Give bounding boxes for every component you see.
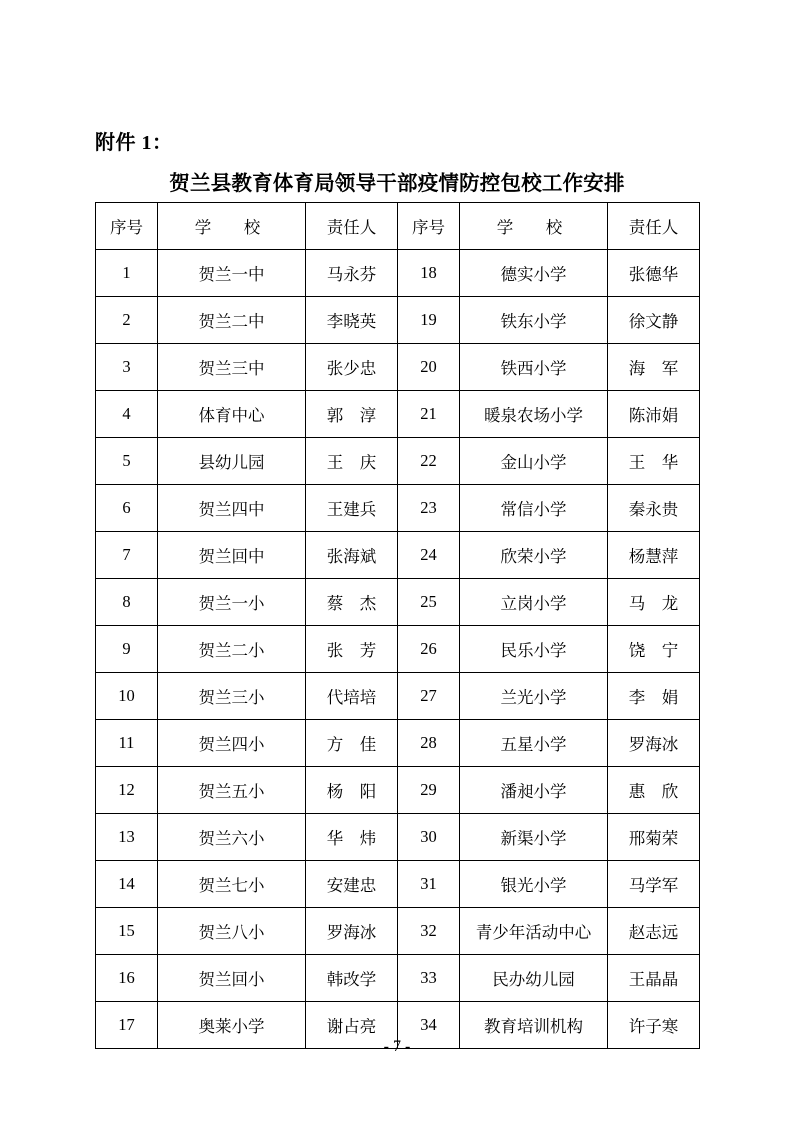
cell-person-left: 韩改学 [306, 955, 398, 1002]
cell-seq-left: 15 [96, 908, 158, 955]
cell-school-left: 贺兰七小 [158, 861, 306, 908]
cell-seq-left: 13 [96, 814, 158, 861]
cell-person-right: 海 军 [608, 344, 700, 391]
header-seq-right: 序号 [398, 203, 460, 250]
cell-school-right: 立岗小学 [460, 579, 608, 626]
header-seq-left: 序号 [96, 203, 158, 250]
table-row [96, 626, 700, 673]
cell-school-right: 新渠小学 [460, 814, 608, 861]
cell-person-right: 张德华 [608, 250, 700, 297]
table-row [96, 673, 700, 720]
cell-seq-left: 6 [96, 485, 158, 532]
table-row [96, 767, 700, 814]
cell-seq-right: 28 [398, 720, 460, 767]
cell-person-right: 马 龙 [608, 579, 700, 626]
table-header-row [96, 203, 700, 250]
table-header [96, 203, 700, 250]
cell-seq-right: 31 [398, 861, 460, 908]
cell-seq-right: 22 [398, 438, 460, 485]
cell-school-left: 奥莱小学 [158, 1002, 306, 1049]
cell-school-right: 潘昶小学 [460, 767, 608, 814]
cell-school-right: 民乐小学 [460, 626, 608, 673]
cell-person-left: 张海斌 [306, 532, 398, 579]
cell-person-left: 杨 阳 [306, 767, 398, 814]
cell-seq-left: 1 [96, 250, 158, 297]
cell-school-left: 贺兰二中 [158, 297, 306, 344]
cell-seq-right: 30 [398, 814, 460, 861]
cell-person-right: 李 娟 [608, 673, 700, 720]
cell-person-left: 蔡 杰 [306, 579, 398, 626]
cell-seq-left: 7 [96, 532, 158, 579]
cell-seq-left: 11 [96, 720, 158, 767]
header-person-left: 责任人 [306, 203, 398, 250]
cell-person-right: 秦永贵 [608, 485, 700, 532]
cell-person-right: 陈沛娟 [608, 391, 700, 438]
cell-seq-left: 10 [96, 673, 158, 720]
cell-school-left: 贺兰三中 [158, 344, 306, 391]
attachment-label: 附件 1： [95, 132, 173, 154]
cell-person-right: 杨慧萍 [608, 532, 700, 579]
cell-seq-right: 24 [398, 532, 460, 579]
cell-school-left: 贺兰六小 [158, 814, 306, 861]
cell-person-right: 王晶晶 [608, 955, 700, 1002]
cell-seq-right: 27 [398, 673, 460, 720]
table-row [96, 485, 700, 532]
cell-person-right: 王 华 [608, 438, 700, 485]
cell-person-left: 方 佳 [306, 720, 398, 767]
cell-school-right: 五星小学 [460, 720, 608, 767]
cell-seq-left: 16 [96, 955, 158, 1002]
cell-seq-left: 17 [96, 1002, 158, 1049]
table-row [96, 908, 700, 955]
table-body [96, 250, 700, 1049]
cell-school-right: 兰光小学 [460, 673, 608, 720]
table-row [96, 250, 700, 297]
cell-school-left: 贺兰回中 [158, 532, 306, 579]
cell-seq-left: 4 [96, 391, 158, 438]
table-row [96, 720, 700, 767]
table-row [96, 438, 700, 485]
cell-person-left: 郭 淳 [306, 391, 398, 438]
table-row [96, 344, 700, 391]
table-row [96, 955, 700, 1002]
cell-person-left: 张 芳 [306, 626, 398, 673]
cell-seq-right: 33 [398, 955, 460, 1002]
cell-seq-right: 18 [398, 250, 460, 297]
cell-person-right: 赵志远 [608, 908, 700, 955]
assignment-table [95, 202, 700, 1049]
cell-person-right: 许子寒 [608, 1002, 700, 1049]
cell-seq-right: 34 [398, 1002, 460, 1049]
table-row [96, 391, 700, 438]
cell-school-left: 贺兰二小 [158, 626, 306, 673]
cell-seq-right: 25 [398, 579, 460, 626]
cell-school-right: 金山小学 [460, 438, 608, 485]
cell-school-left: 贺兰三小 [158, 673, 306, 720]
cell-seq-right: 32 [398, 908, 460, 955]
cell-person-right: 罗海冰 [608, 720, 700, 767]
cell-person-right: 饶 宁 [608, 626, 700, 673]
table-row [96, 579, 700, 626]
cell-school-right: 欣荣小学 [460, 532, 608, 579]
cell-seq-right: 20 [398, 344, 460, 391]
cell-person-left: 李晓英 [306, 297, 398, 344]
cell-school-right: 青少年活动中心 [460, 908, 608, 955]
cell-school-left: 贺兰回小 [158, 955, 306, 1002]
cell-seq-left: 14 [96, 861, 158, 908]
cell-school-left: 贺兰一中 [158, 250, 306, 297]
cell-school-right: 民办幼儿园 [460, 955, 608, 1002]
cell-seq-left: 2 [96, 297, 158, 344]
cell-school-right: 德实小学 [460, 250, 608, 297]
cell-person-left: 王 庆 [306, 438, 398, 485]
cell-school-right: 铁西小学 [460, 344, 608, 391]
header-person-right: 责任人 [608, 203, 700, 250]
cell-person-left: 代培培 [306, 673, 398, 720]
cell-person-left: 华 炜 [306, 814, 398, 861]
cell-school-right: 银光小学 [460, 861, 608, 908]
cell-person-left: 马永芬 [306, 250, 398, 297]
cell-seq-right: 21 [398, 391, 460, 438]
cell-school-right: 常信小学 [460, 485, 608, 532]
cell-school-left: 体育中心 [158, 391, 306, 438]
cell-school-left: 贺兰一小 [158, 579, 306, 626]
cell-school-right: 教育培训机构 [460, 1002, 608, 1049]
table-row [96, 297, 700, 344]
cell-person-left: 安建忠 [306, 861, 398, 908]
cell-school-right: 暖泉农场小学 [460, 391, 608, 438]
cell-seq-right: 19 [398, 297, 460, 344]
cell-seq-left: 9 [96, 626, 158, 673]
cell-school-right: 铁东小学 [460, 297, 608, 344]
page-number: - 7 - [383, 1038, 411, 1055]
page-title: 贺兰县教育体育局领导干部疫情防控包校工作安排 [169, 173, 625, 195]
cell-person-left: 张少忠 [306, 344, 398, 391]
cell-person-right: 惠 欣 [608, 767, 700, 814]
table-row [96, 532, 700, 579]
cell-person-left: 罗海冰 [306, 908, 398, 955]
cell-seq-right: 29 [398, 767, 460, 814]
cell-seq-left: 12 [96, 767, 158, 814]
cell-school-left: 贺兰四小 [158, 720, 306, 767]
cell-seq-left: 3 [96, 344, 158, 391]
table-row [96, 814, 700, 861]
cell-person-left: 王建兵 [306, 485, 398, 532]
cell-seq-right: 23 [398, 485, 460, 532]
cell-school-left: 县幼儿园 [158, 438, 306, 485]
header-school-right: 学 校 [460, 203, 608, 250]
cell-school-left: 贺兰五小 [158, 767, 306, 814]
cell-person-left: 谢占亮 [306, 1002, 398, 1049]
cell-person-right: 马学军 [608, 861, 700, 908]
cell-seq-left: 8 [96, 579, 158, 626]
cell-seq-left: 5 [96, 438, 158, 485]
cell-person-right: 邢菊荣 [608, 814, 700, 861]
header-school-left: 学 校 [158, 203, 306, 250]
cell-seq-right: 26 [398, 626, 460, 673]
table-row [96, 861, 700, 908]
cell-school-left: 贺兰四中 [158, 485, 306, 532]
cell-school-left: 贺兰八小 [158, 908, 306, 955]
cell-person-right: 徐文静 [608, 297, 700, 344]
